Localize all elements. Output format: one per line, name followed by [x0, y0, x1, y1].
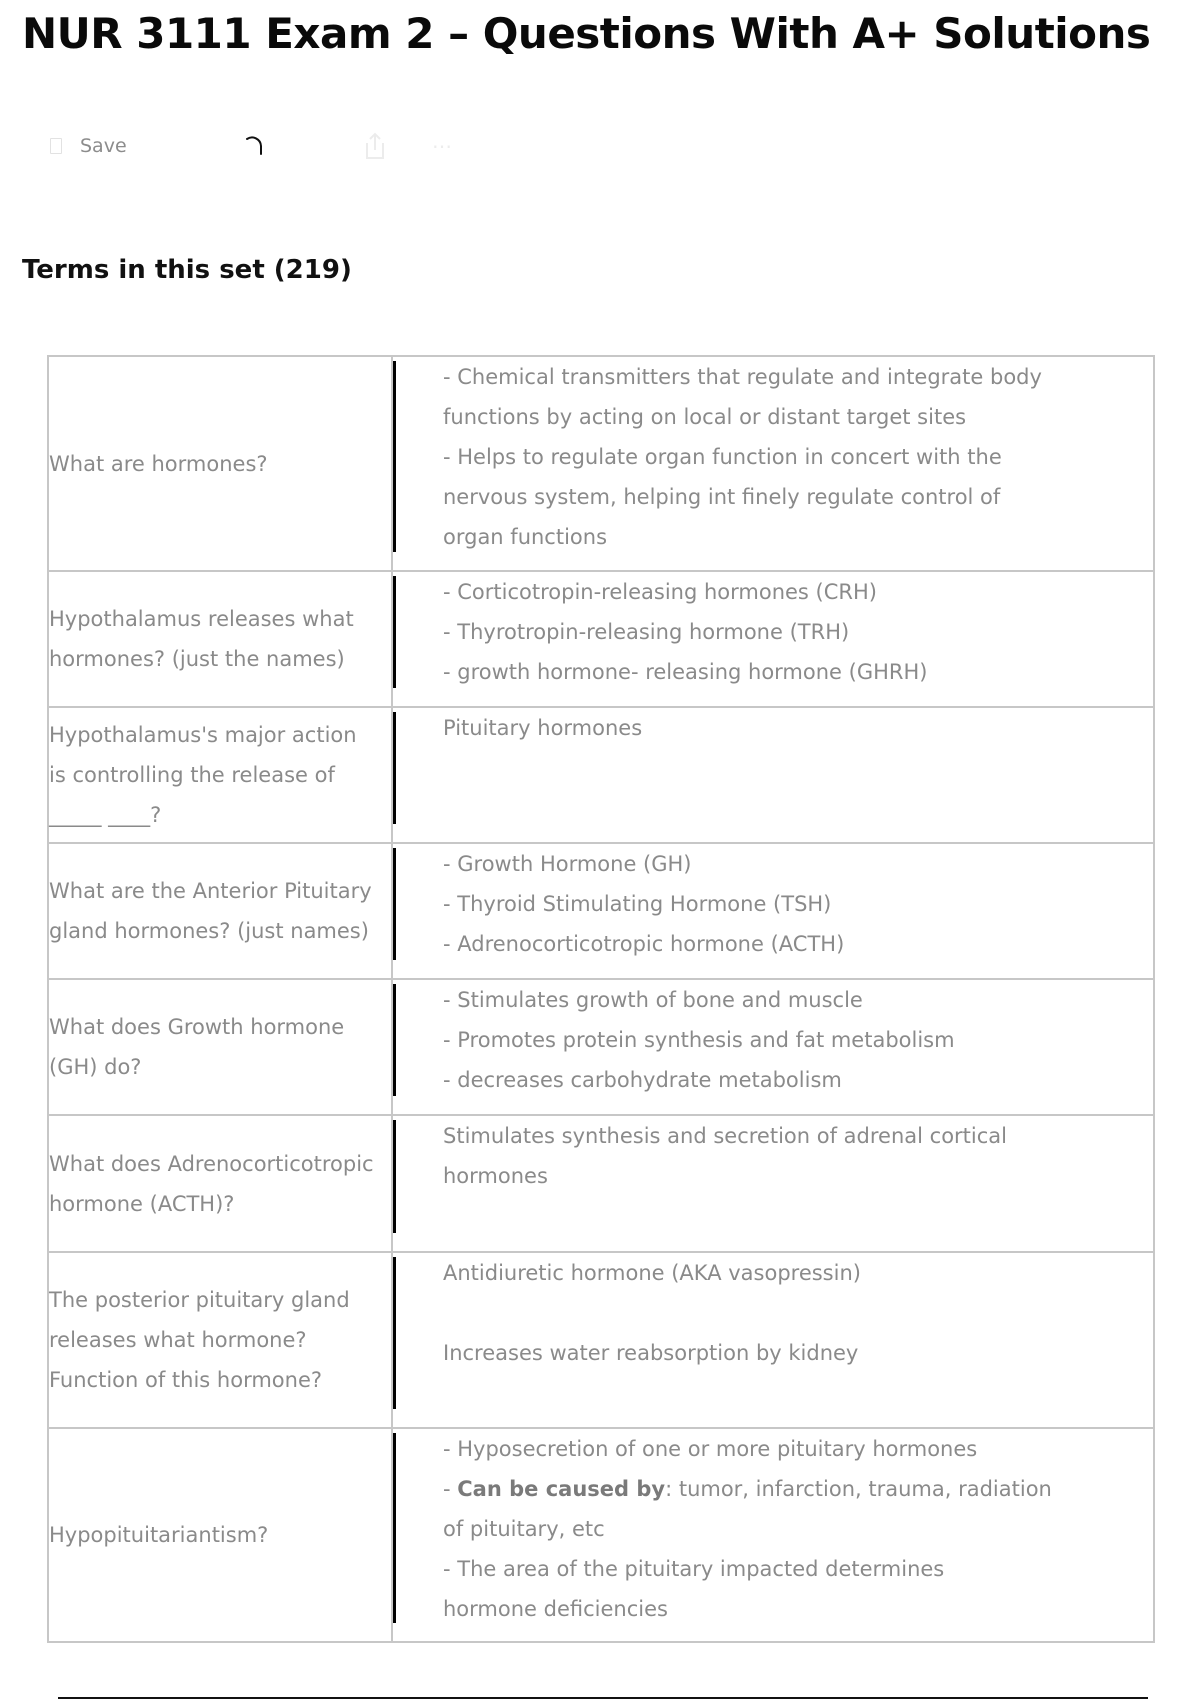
table-row [48, 1115, 1154, 1252]
definition-line: Stimulates synthesis and secretion of adrenal cortical [443, 1124, 1007, 1148]
definition-line: - Promotes protein synthesis and fat metabolism [443, 1028, 955, 1052]
definition-line: - growth hormone- releasing hormone (GHRH) [443, 660, 928, 684]
table-row [48, 571, 1154, 707]
term-cell: What are the Anterior Pituitary gland hormones? (just names) [48, 843, 392, 979]
definition-line: nervous system, helping int finely regulate control of [443, 485, 1001, 509]
definition-cell [392, 1115, 1154, 1252]
definition-cell [392, 1428, 1154, 1642]
more-button[interactable] [432, 126, 453, 166]
term-cell: What does Adrenocorticotropic hormone (ACTH)? [48, 1115, 392, 1252]
definition-line: Pituitary hormones [443, 716, 643, 740]
definition-line: functions by acting on local or distant target sites [443, 405, 967, 429]
definition-cell [392, 1252, 1154, 1428]
definition-line: Antidiuretic hormone (AKA vasopressin) [443, 1261, 861, 1285]
definition-prefix: - [443, 1477, 458, 1501]
definition-line: of pituitary, etc [443, 1517, 605, 1541]
term-cell: Hypothalamus's major action is controlling the release of _____ ____? [48, 707, 392, 843]
definition-cell [392, 571, 1154, 707]
term-cell: The posterior pituitary gland releases what hormone? Function of this hormone? [48, 1252, 392, 1428]
definition-line: - Growth Hormone (GH) [443, 852, 692, 876]
more-icon: ⋯ [432, 135, 453, 158]
definition-line: hormone deficiencies [443, 1597, 668, 1621]
definition-line: - Adrenocorticotropic hormone (ACTH) [443, 932, 845, 956]
table-row [48, 707, 1154, 843]
table-row [48, 979, 1154, 1115]
definition-line: - Thyroid Stimulating Hormone (TSH) [443, 892, 832, 916]
toolbar [50, 126, 510, 166]
definition-blank-line [443, 1293, 1123, 1333]
definition-line: - Hyposecretion of one or more pituitary hormones [443, 1437, 978, 1461]
definition-line: Increases water reabsorption by kidney [443, 1341, 859, 1365]
definition-cell [392, 707, 1154, 843]
definition-line: organ functions [443, 525, 608, 549]
definition-cell [392, 843, 1154, 979]
terms-table [47, 355, 1155, 1643]
definition-cell [392, 979, 1154, 1115]
page-title: NUR 3111 Exam 2 – Questions With A+ Solutions [22, 9, 1151, 58]
definition-line: - Helps to regulate organ function in concert with the [443, 445, 1002, 469]
table-row [48, 1252, 1154, 1428]
save-button-label: Save [80, 135, 127, 157]
definition-emphasis: Can be caused by [457, 1477, 666, 1501]
share-icon [362, 131, 388, 161]
share-button[interactable] [362, 126, 388, 166]
definition-line: - Stimulates growth of bone and muscle [443, 988, 863, 1012]
definition-line [443, 1469, 1123, 1509]
term-cell: Hypopituitariantism? [48, 1428, 392, 1642]
save-button[interactable] [50, 126, 127, 166]
terms-heading: Terms in this set (219) [22, 255, 352, 285]
definition-line: hormones [443, 1164, 548, 1188]
loading-spinner-icon [242, 134, 266, 158]
table-row [48, 1428, 1154, 1642]
definition-line: - Corticotropin-releasing hormones (CRH) [443, 580, 877, 604]
definition-line: - The area of the pituitary impacted determines [443, 1557, 945, 1581]
term-cell: What are hormones? [48, 356, 392, 571]
divider [58, 1697, 1148, 1699]
study-button[interactable] [242, 126, 266, 166]
table-row [48, 356, 1154, 571]
term-cell: Hypothalamus releases what hormones? (just the names) [48, 571, 392, 707]
term-cell: What does Growth hormone (GH) do? [48, 979, 392, 1115]
definition-cell [392, 356, 1154, 571]
definition-line: - decreases carbohydrate metabolism [443, 1068, 842, 1092]
definition-line: - Chemical transmitters that regulate and integrate body [443, 365, 1042, 389]
table-row [48, 843, 1154, 979]
bookmark-icon [50, 138, 62, 154]
definition-line: - Thyrotropin-releasing hormone (TRH) [443, 620, 850, 644]
definition-text: : tumor, infarction, trauma, radiation [665, 1477, 1052, 1501]
